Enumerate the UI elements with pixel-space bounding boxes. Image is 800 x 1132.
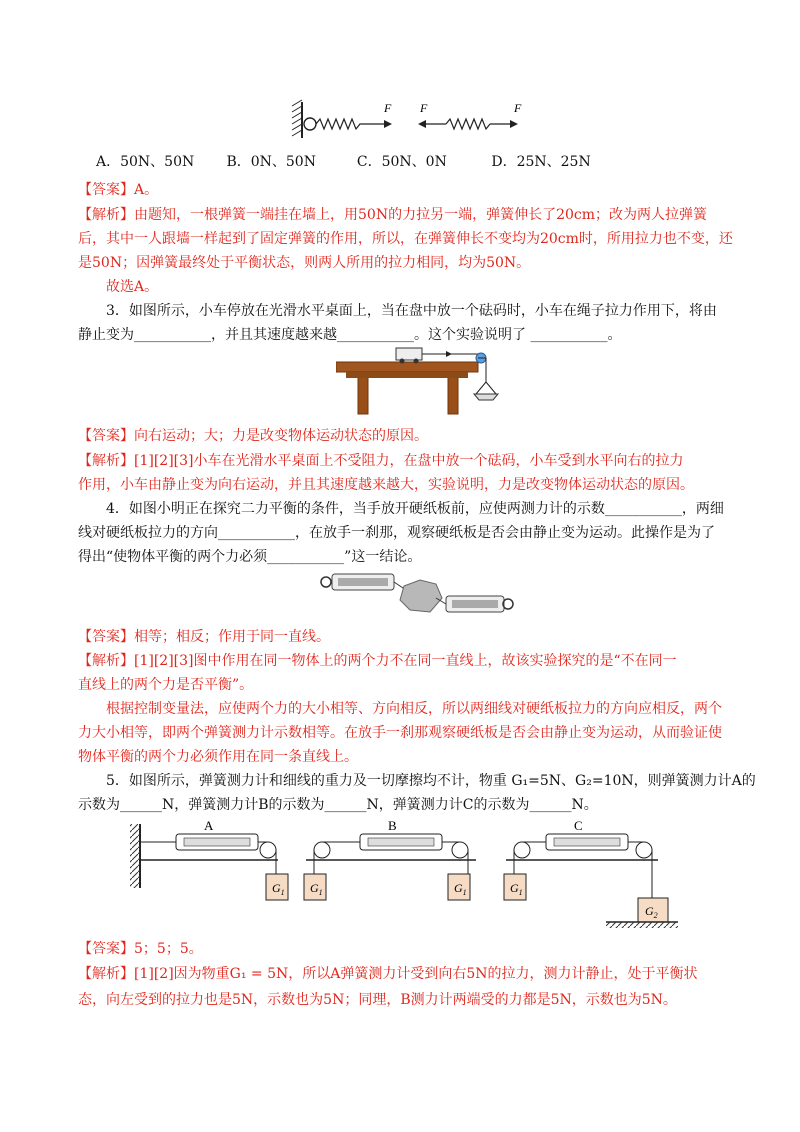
- q3-analysis-line-2: 作用，小车由静止变为向右运动，并且其速度越来越大，实验说明，力是改变物体运动状态的原因。: [78, 477, 694, 493]
- q2-analysis-line-1: 【解析】由题知，一根弹簧一端挂在墙上，用50N的力拉另一端，弹簧伸长了20cm；改为两人拉弹簧: [78, 207, 707, 223]
- q5-analysis-line-1: 【解析】[1][2]因为物重G₁ = 5N，所以A弹簧测力计受到向右5N的拉力，测力计静止，处于平衡状: [78, 966, 698, 982]
- q2-analysis-line-3: 是50N；因弹簧最终处于平衡状态，则两人所用的拉力相同，均为50N。: [78, 255, 531, 271]
- q2-analysis-line-4: 故选A。: [106, 279, 159, 295]
- q3-stem-line-1: 3．如图所示，小车停放在光滑水平桌面上，当在盘中放一个砝码时，小车在绳子拉力作用下，将由: [106, 303, 717, 319]
- g1-label-c: $G_1$: [510, 881, 523, 897]
- q2-options: [96, 152, 746, 172]
- q4-analysis-line-4: 力大小相等，即两个弹簧测力计示数相等。在放手一刹那观察硬纸板是否会由静止变为运动，从而验证使: [78, 725, 722, 741]
- option-c: C．50N、0N: [356, 154, 447, 170]
- q4-analysis-line-5: 物体平衡的两个力必须作用在同一条直线上。: [78, 749, 358, 765]
- q5-analysis-line-2: 态，向左受到的拉力也是5N，示数也为5N；同理，B测力计两端受的力都是5N，示数也为5N。: [78, 992, 677, 1008]
- option-d: D．25N、25N: [491, 154, 591, 170]
- g1-label-b-left: $G_1$: [310, 881, 323, 897]
- q5-stem-line-1: 5．如图所示，弹簧测力计和细线的重力及一切摩擦均不计，物重 G₁=5N、G₂=10N，则弹簧测力计A的: [106, 773, 756, 789]
- label-c: C: [574, 818, 583, 833]
- option-b: B．0N、50N: [226, 154, 316, 170]
- q2-answer: 【答案】A。: [78, 182, 159, 198]
- q4-analysis-line-1: 【解析】[1][2][3]图中作用在同一物体上的两个力不在同一直线上，故该实验探究的是“不在同一: [78, 653, 677, 669]
- q5-stem-line-2: 示数为______N，弹簧测力计B的示数为______N，弹簧测力计C的示数为______N。: [78, 797, 598, 813]
- q3-answer: 【答案】向右运动；大；力是改变物体运动状态的原因。: [78, 428, 428, 444]
- q4-stem-line-1: 4．如图小明正在探究二力平衡的条件，当手放开硬纸板前，应使两测力计的示数___________，两细: [106, 501, 724, 517]
- g1-label-b-right: $G_1$: [454, 881, 467, 897]
- force-label-1: F: [384, 101, 392, 115]
- q2-analysis-line-2: 后，其中一人跟墙一样起到了固定弹簧的作用，所以，在弹簧伸长不变均为20cm时，所用拉力也不变，还: [78, 231, 733, 247]
- label-a: A: [204, 818, 214, 833]
- force-label-2: F: [420, 101, 428, 115]
- spring-scales-figure: [126, 818, 682, 930]
- force-label-3: F: [514, 101, 522, 115]
- option-a: A．50N、50N: [96, 154, 195, 170]
- q4-analysis-line-2: 直线上的两个力是否平衡”。: [78, 677, 254, 693]
- g2-label-c: $G_2$: [645, 904, 658, 920]
- g1-label-a: $G_1$: [272, 881, 285, 897]
- q5-answer: 【答案】5；5；5。: [78, 941, 203, 957]
- q4-analysis-line-3: 根据控制变量法，应使两个力的大小相等、方向相反，所以两细线对硬纸板拉力的方向应相反，两个: [106, 701, 722, 717]
- q4-stem-line-3: 得出“使物体平衡的两个力必须___________”这一结论。: [78, 549, 422, 565]
- q3-analysis-line-1: 【解析】[1][2][3]小车在光滑水平桌面上不受阻力，在盘中放一个砝码，小车受到水平向右的拉力: [78, 453, 684, 469]
- q4-stem-line-2: 线对硬纸板拉力的方向___________，在放手一刹那，观察硬纸板是否会由静止变为运动。此操作是为了: [78, 525, 715, 541]
- q3-stem-line-2: 静止变为___________，并且其速度越来越___________。这个实验说明了 ___________。: [78, 327, 622, 343]
- label-b: B: [388, 818, 397, 833]
- cardboard-figure: [318, 568, 514, 618]
- q4-answer: 【答案】相等；相反；作用于同一直线。: [78, 629, 330, 645]
- cart-table-figure: [336, 342, 506, 418]
- spring-figure: [288, 98, 528, 142]
